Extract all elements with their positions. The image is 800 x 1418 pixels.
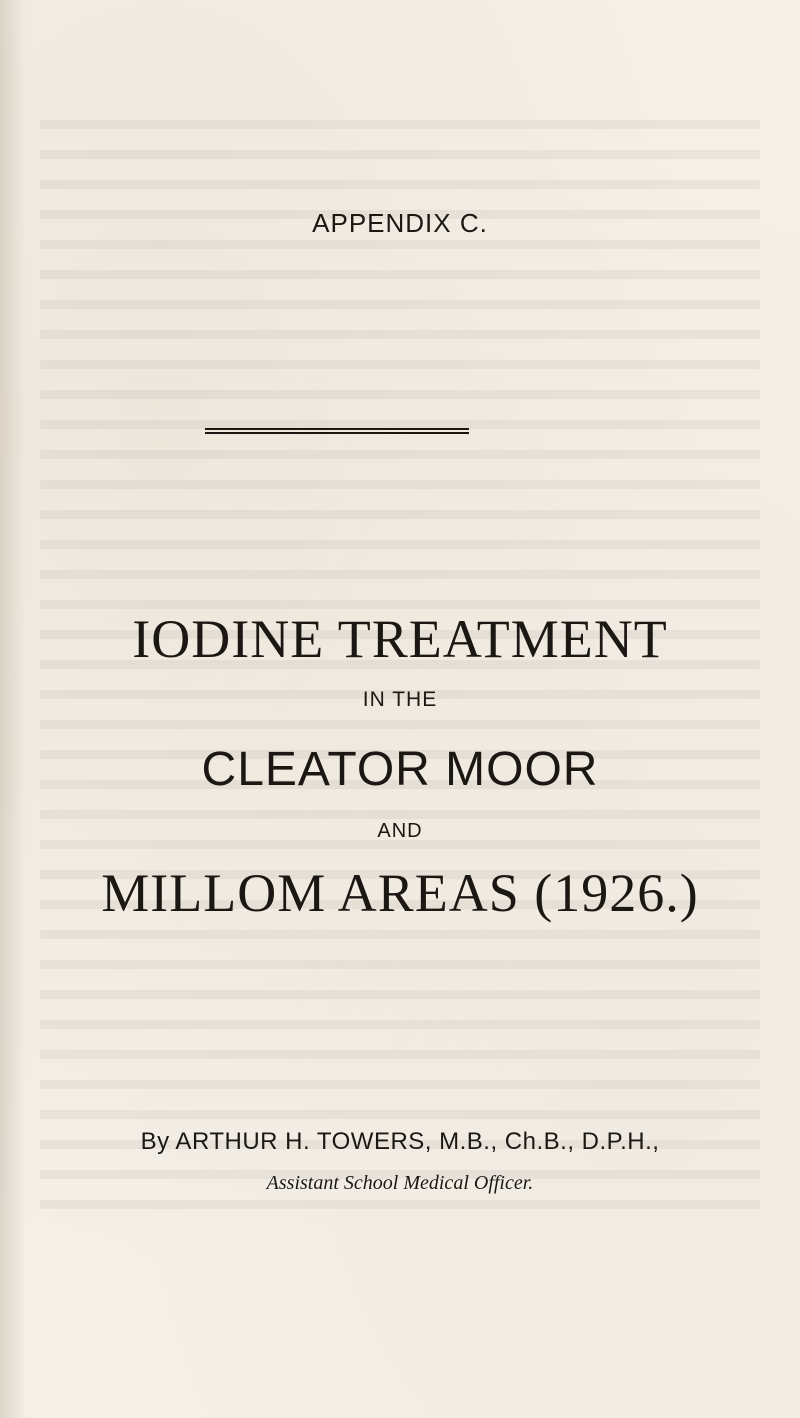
title-place-millom-areas: MILLOM AREAS (1926.) [101, 863, 699, 923]
document-title: IODINE TREATMENT [132, 609, 668, 669]
appendix-label: APPENDIX C. [312, 208, 488, 238]
title-connector-in-the: IN THE [362, 688, 438, 711]
title-place-cleator-moor: CLEATOR MOOR [201, 743, 599, 796]
title-connector-and: AND [377, 820, 423, 842]
author-role: Assistant School Medical Officer. [266, 1172, 534, 1194]
author-byline: By ARTHUR H. TOWERS, M.B., Ch.B., D.P.H., [140, 1128, 660, 1155]
double-rule-divider [205, 428, 469, 434]
reverse-side-bleed-through [40, 120, 760, 1220]
